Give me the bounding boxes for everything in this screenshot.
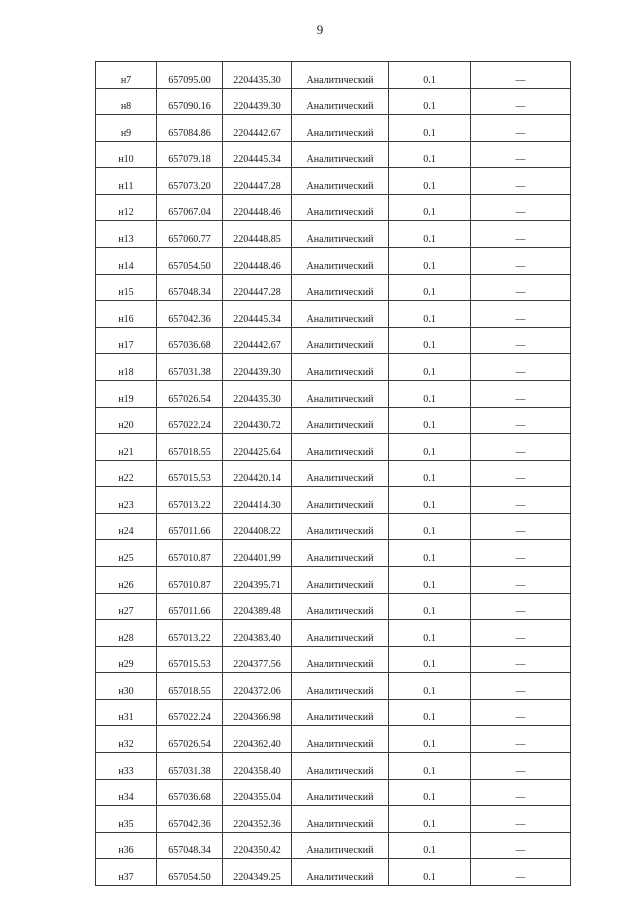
dash-cell: —: [471, 487, 571, 514]
method-cell: Аналитический: [292, 699, 389, 726]
table-row: [96, 221, 571, 248]
y-coordinate-cell: 2204401.99: [223, 540, 292, 567]
x-coordinate-cell: 657011.66: [157, 513, 223, 540]
table-row: [96, 168, 571, 195]
x-coordinate-cell: 657026.54: [157, 380, 223, 407]
accuracy-cell: 0.1: [389, 487, 471, 514]
x-coordinate-cell: 657079.18: [157, 141, 223, 168]
dash-cell: —: [471, 88, 571, 115]
table-row: [96, 726, 571, 753]
y-coordinate-cell: 2204445.34: [223, 301, 292, 328]
x-coordinate-cell: 657031.38: [157, 354, 223, 381]
table-row: [96, 248, 571, 275]
method-cell: Аналитический: [292, 673, 389, 700]
accuracy-cell: 0.1: [389, 699, 471, 726]
accuracy-cell: 0.1: [389, 540, 471, 567]
table-row: [96, 646, 571, 673]
point-name-cell: н20: [96, 407, 157, 434]
x-coordinate-cell: 657060.77: [157, 221, 223, 248]
dash-cell: —: [471, 832, 571, 859]
y-coordinate-cell: 2204383.40: [223, 620, 292, 647]
table-row: [96, 832, 571, 859]
accuracy-cell: 0.1: [389, 194, 471, 221]
table-row: [96, 274, 571, 301]
dash-cell: —: [471, 141, 571, 168]
accuracy-cell: 0.1: [389, 407, 471, 434]
method-cell: Аналитический: [292, 753, 389, 780]
table-row: [96, 513, 571, 540]
x-coordinate-cell: 657015.53: [157, 460, 223, 487]
accuracy-cell: 0.1: [389, 513, 471, 540]
point-name-cell: н30: [96, 673, 157, 700]
y-coordinate-cell: 2204445.34: [223, 141, 292, 168]
y-coordinate-cell: 2204366.98: [223, 699, 292, 726]
point-name-cell: н31: [96, 699, 157, 726]
point-name-cell: н35: [96, 806, 157, 833]
dash-cell: —: [471, 168, 571, 195]
dash-cell: —: [471, 540, 571, 567]
accuracy-cell: 0.1: [389, 620, 471, 647]
point-name-cell: н7: [96, 62, 157, 89]
y-coordinate-cell: 2204439.30: [223, 354, 292, 381]
y-coordinate-cell: 2204362.40: [223, 726, 292, 753]
method-cell: Аналитический: [292, 354, 389, 381]
table-row: [96, 593, 571, 620]
accuracy-cell: 0.1: [389, 859, 471, 886]
method-cell: Аналитический: [292, 194, 389, 221]
accuracy-cell: 0.1: [389, 806, 471, 833]
accuracy-cell: 0.1: [389, 88, 471, 115]
dash-cell: —: [471, 753, 571, 780]
x-coordinate-cell: 657054.50: [157, 248, 223, 275]
dash-cell: —: [471, 354, 571, 381]
y-coordinate-cell: 2204414.30: [223, 487, 292, 514]
method-cell: Аналитический: [292, 141, 389, 168]
accuracy-cell: 0.1: [389, 221, 471, 248]
accuracy-cell: 0.1: [389, 274, 471, 301]
accuracy-cell: 0.1: [389, 327, 471, 354]
point-name-cell: н15: [96, 274, 157, 301]
x-coordinate-cell: 657031.38: [157, 753, 223, 780]
dash-cell: —: [471, 327, 571, 354]
accuracy-cell: 0.1: [389, 460, 471, 487]
method-cell: Аналитический: [292, 115, 389, 142]
method-cell: Аналитический: [292, 327, 389, 354]
accuracy-cell: 0.1: [389, 646, 471, 673]
method-cell: Аналитический: [292, 859, 389, 886]
x-coordinate-cell: 657015.53: [157, 646, 223, 673]
accuracy-cell: 0.1: [389, 832, 471, 859]
method-cell: Аналитический: [292, 726, 389, 753]
table-row: [96, 673, 571, 700]
method-cell: Аналитический: [292, 301, 389, 328]
point-name-cell: н16: [96, 301, 157, 328]
method-cell: Аналитический: [292, 460, 389, 487]
x-coordinate-cell: 657067.04: [157, 194, 223, 221]
point-name-cell: н22: [96, 460, 157, 487]
dash-cell: —: [471, 434, 571, 461]
accuracy-cell: 0.1: [389, 779, 471, 806]
method-cell: Аналитический: [292, 806, 389, 833]
point-name-cell: н9: [96, 115, 157, 142]
y-coordinate-cell: 2204372.06: [223, 673, 292, 700]
dash-cell: —: [471, 460, 571, 487]
point-name-cell: н8: [96, 88, 157, 115]
method-cell: Аналитический: [292, 620, 389, 647]
x-coordinate-cell: 657036.68: [157, 779, 223, 806]
table-row: [96, 487, 571, 514]
dash-cell: —: [471, 620, 571, 647]
page-number: 9: [316, 22, 324, 37]
accuracy-cell: 0.1: [389, 168, 471, 195]
dash-cell: —: [471, 566, 571, 593]
method-cell: Аналитический: [292, 221, 389, 248]
table-row: [96, 115, 571, 142]
x-coordinate-cell: 657090.16: [157, 88, 223, 115]
accuracy-cell: 0.1: [389, 434, 471, 461]
table-row: [96, 141, 571, 168]
coordinates-table-body: [96, 62, 571, 886]
y-coordinate-cell: 2204447.28: [223, 274, 292, 301]
x-coordinate-cell: 657048.34: [157, 832, 223, 859]
method-cell: Аналитический: [292, 62, 389, 89]
y-coordinate-cell: 2204448.85: [223, 221, 292, 248]
table-row: [96, 540, 571, 567]
method-cell: Аналитический: [292, 540, 389, 567]
point-name-cell: н37: [96, 859, 157, 886]
x-coordinate-cell: 657095.00: [157, 62, 223, 89]
point-name-cell: н36: [96, 832, 157, 859]
accuracy-cell: 0.1: [389, 62, 471, 89]
point-name-cell: н24: [96, 513, 157, 540]
dash-cell: —: [471, 859, 571, 886]
dash-cell: —: [471, 646, 571, 673]
method-cell: Аналитический: [292, 274, 389, 301]
method-cell: Аналитический: [292, 566, 389, 593]
y-coordinate-cell: 2204442.67: [223, 327, 292, 354]
table-row: [96, 779, 571, 806]
dash-cell: —: [471, 673, 571, 700]
method-cell: Аналитический: [292, 88, 389, 115]
x-coordinate-cell: 657042.36: [157, 301, 223, 328]
accuracy-cell: 0.1: [389, 593, 471, 620]
accuracy-cell: 0.1: [389, 566, 471, 593]
x-coordinate-cell: 657084.86: [157, 115, 223, 142]
y-coordinate-cell: 2204408.22: [223, 513, 292, 540]
x-coordinate-cell: 657042.36: [157, 806, 223, 833]
y-coordinate-cell: 2204435.30: [223, 380, 292, 407]
y-coordinate-cell: 2204435.30: [223, 62, 292, 89]
dash-cell: —: [471, 407, 571, 434]
method-cell: Аналитический: [292, 513, 389, 540]
x-coordinate-cell: 657010.87: [157, 566, 223, 593]
accuracy-cell: 0.1: [389, 380, 471, 407]
dash-cell: —: [471, 62, 571, 89]
y-coordinate-cell: 2204425.64: [223, 434, 292, 461]
table-row: [96, 301, 571, 328]
dash-cell: —: [471, 115, 571, 142]
table-row: [96, 380, 571, 407]
dash-cell: —: [471, 779, 571, 806]
accuracy-cell: 0.1: [389, 726, 471, 753]
point-name-cell: н34: [96, 779, 157, 806]
table-row: [96, 407, 571, 434]
point-name-cell: н25: [96, 540, 157, 567]
x-coordinate-cell: 657036.68: [157, 327, 223, 354]
x-coordinate-cell: 657018.55: [157, 434, 223, 461]
method-cell: Аналитический: [292, 248, 389, 275]
point-name-cell: н17: [96, 327, 157, 354]
point-name-cell: н26: [96, 566, 157, 593]
point-name-cell: н18: [96, 354, 157, 381]
table-row: [96, 460, 571, 487]
x-coordinate-cell: 657011.66: [157, 593, 223, 620]
dash-cell: —: [471, 194, 571, 221]
y-coordinate-cell: 2204448.46: [223, 194, 292, 221]
x-coordinate-cell: 657048.34: [157, 274, 223, 301]
dash-cell: —: [471, 726, 571, 753]
y-coordinate-cell: 2204355.04: [223, 779, 292, 806]
dash-cell: —: [471, 593, 571, 620]
point-name-cell: н13: [96, 221, 157, 248]
y-coordinate-cell: 2204358.40: [223, 753, 292, 780]
accuracy-cell: 0.1: [389, 248, 471, 275]
dash-cell: —: [471, 274, 571, 301]
x-coordinate-cell: 657073.20: [157, 168, 223, 195]
point-name-cell: н28: [96, 620, 157, 647]
table-row: [96, 88, 571, 115]
x-coordinate-cell: 657010.87: [157, 540, 223, 567]
point-name-cell: н12: [96, 194, 157, 221]
x-coordinate-cell: 657022.24: [157, 699, 223, 726]
y-coordinate-cell: 2204350.42: [223, 832, 292, 859]
x-coordinate-cell: 657018.55: [157, 673, 223, 700]
method-cell: Аналитический: [292, 407, 389, 434]
dash-cell: —: [471, 248, 571, 275]
coordinates-table: [95, 61, 571, 886]
table-row: [96, 806, 571, 833]
method-cell: Аналитический: [292, 646, 389, 673]
y-coordinate-cell: 2204389.48: [223, 593, 292, 620]
dash-cell: —: [471, 301, 571, 328]
table-row: [96, 327, 571, 354]
point-name-cell: н29: [96, 646, 157, 673]
method-cell: Аналитический: [292, 380, 389, 407]
y-coordinate-cell: 2204349.25: [223, 859, 292, 886]
point-name-cell: н32: [96, 726, 157, 753]
method-cell: Аналитический: [292, 832, 389, 859]
point-name-cell: н23: [96, 487, 157, 514]
y-coordinate-cell: 2204442.67: [223, 115, 292, 142]
y-coordinate-cell: 2204377.56: [223, 646, 292, 673]
y-coordinate-cell: 2204352.36: [223, 806, 292, 833]
method-cell: Аналитический: [292, 779, 389, 806]
point-name-cell: н21: [96, 434, 157, 461]
method-cell: Аналитический: [292, 168, 389, 195]
dash-cell: —: [471, 699, 571, 726]
x-coordinate-cell: 657013.22: [157, 620, 223, 647]
accuracy-cell: 0.1: [389, 301, 471, 328]
dash-cell: —: [471, 806, 571, 833]
table-row: [96, 620, 571, 647]
point-name-cell: н27: [96, 593, 157, 620]
y-coordinate-cell: 2204448.46: [223, 248, 292, 275]
accuracy-cell: 0.1: [389, 141, 471, 168]
point-name-cell: н33: [96, 753, 157, 780]
table-row: [96, 699, 571, 726]
y-coordinate-cell: 2204447.28: [223, 168, 292, 195]
accuracy-cell: 0.1: [389, 354, 471, 381]
x-coordinate-cell: 657054.50: [157, 859, 223, 886]
x-coordinate-cell: 657026.54: [157, 726, 223, 753]
method-cell: Аналитический: [292, 434, 389, 461]
method-cell: Аналитический: [292, 487, 389, 514]
y-coordinate-cell: 2204395.71: [223, 566, 292, 593]
table-row: [96, 859, 571, 886]
table-row: [96, 194, 571, 221]
table-row: [96, 566, 571, 593]
accuracy-cell: 0.1: [389, 115, 471, 142]
dash-cell: —: [471, 513, 571, 540]
method-cell: Аналитический: [292, 593, 389, 620]
point-name-cell: н10: [96, 141, 157, 168]
point-name-cell: н11: [96, 168, 157, 195]
x-coordinate-cell: 657013.22: [157, 487, 223, 514]
dash-cell: —: [471, 221, 571, 248]
y-coordinate-cell: 2204439.30: [223, 88, 292, 115]
table-row: [96, 62, 571, 89]
table-row: [96, 434, 571, 461]
y-coordinate-cell: 2204430.72: [223, 407, 292, 434]
table-row: [96, 753, 571, 780]
accuracy-cell: 0.1: [389, 673, 471, 700]
dash-cell: —: [471, 380, 571, 407]
point-name-cell: н19: [96, 380, 157, 407]
y-coordinate-cell: 2204420.14: [223, 460, 292, 487]
point-name-cell: н14: [96, 248, 157, 275]
x-coordinate-cell: 657022.24: [157, 407, 223, 434]
table-row: [96, 354, 571, 381]
accuracy-cell: 0.1: [389, 753, 471, 780]
